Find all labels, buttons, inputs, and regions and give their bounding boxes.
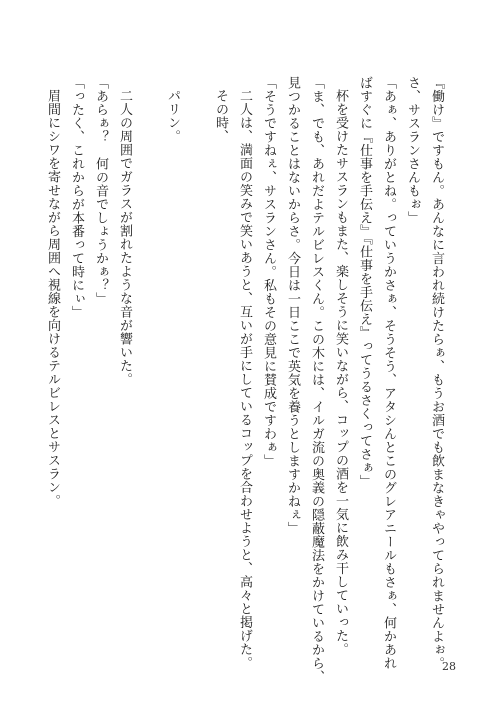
- text-line: パリン。: [165, 89, 180, 143]
- text-line: 眉間にシワを寄せながら周囲へ視線を向けるテルビレスとサスラン。: [45, 89, 60, 508]
- page-number: 28: [442, 660, 456, 673]
- text-line: 「あぁ、ありがとね。っていうかさぁ、そうそう、アタシんとこのグレアニールもさぁ、何かあれ: [381, 76, 396, 670]
- text-line: 見つかることはないからさ。今日は一日ここで英気を養うとしますかねぇ」: [285, 76, 300, 535]
- text-line: ばすぐに『仕事を手伝え』『仕事を手伝え』ってうるさくってさぁ」: [357, 76, 372, 488]
- text-line: 二人は、満面の笑みで笑いあうと、互いが手にしているコップを合わせようと、高々と掲げた。: [237, 89, 252, 670]
- blank-line: [184, 76, 208, 666]
- text-line: 杯を受けたサスランもまた、楽しそうに笑いながら、コップの酒を一気に飲み干していった。: [333, 89, 348, 656]
- vertical-text-body: [40, 76, 448, 684]
- blank-line: [136, 76, 160, 666]
- text-line: 「ま、でも、あれだよテルビレスくん。この木には、イルガ流の奥義の隠蔽魔法をかけているから、: [309, 76, 324, 684]
- text-line: 「そうですねぇ、サスランさん。私もその意見に賛成ですわぁ」: [261, 76, 276, 468]
- text-line: 「あらぁ？ 何の音でしょうかぁ？」: [93, 76, 108, 306]
- text-line: 二人の周囲でガラスが割れたような音が響いた。: [117, 89, 132, 386]
- text-line: その時、: [213, 89, 228, 143]
- text-line: 「ったく、これからが本番って時にぃ」: [69, 76, 84, 319]
- text-line: 『働け』ですもん。あんなに言われ続けたらぁ、もうお酒でも飲まなきゃやってられませんよぉ。: [429, 76, 444, 670]
- text-line: さ、サスランさんもぉ」: [405, 76, 420, 225]
